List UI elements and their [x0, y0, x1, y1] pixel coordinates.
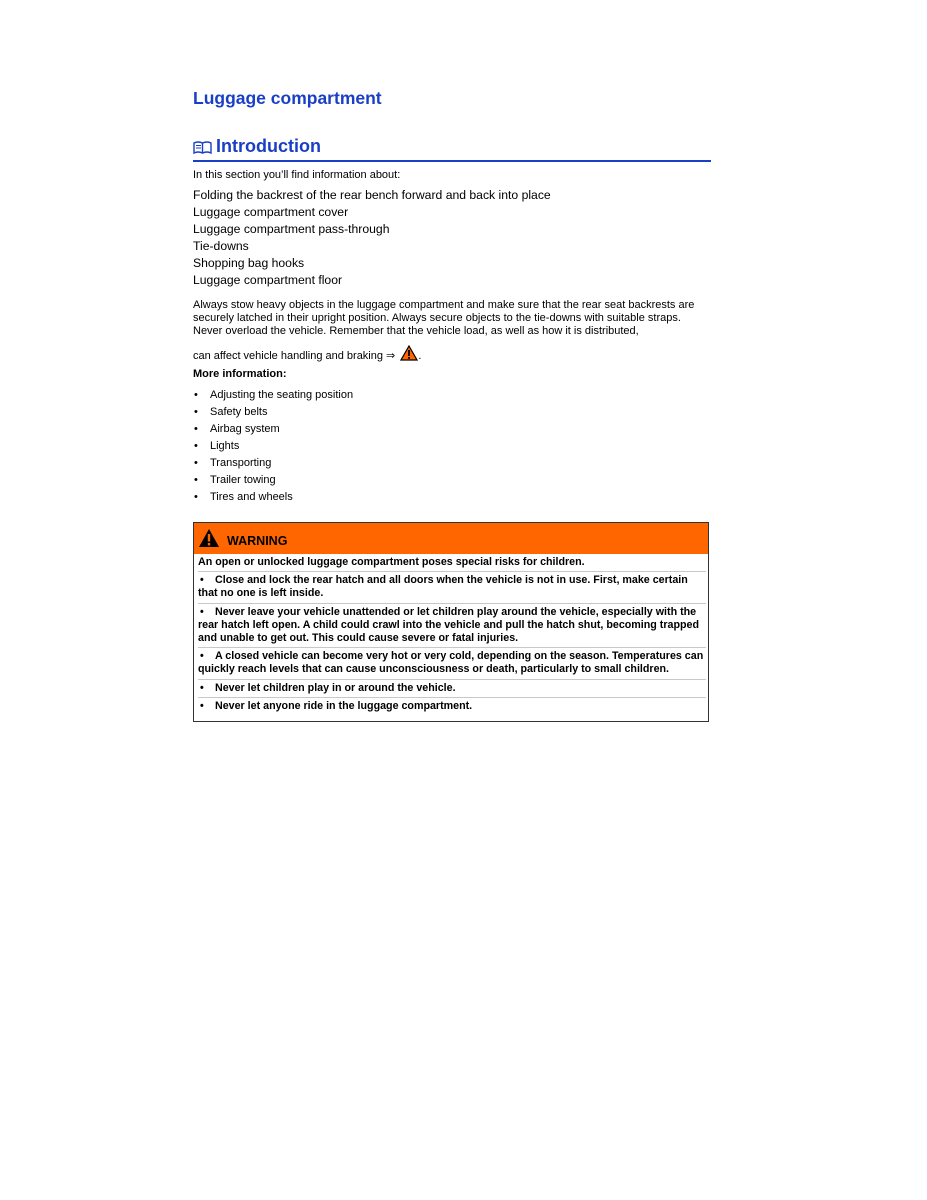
- warning-item-text: Never let anyone ride in the luggage compartment.: [215, 699, 473, 712]
- warning-item: [198, 603, 706, 648]
- more-info-label: Safety belts: [210, 406, 268, 418]
- warning-item: [198, 647, 706, 678]
- topic-item: Shopping bag hooks: [193, 256, 305, 270]
- bullet: •: [194, 491, 198, 503]
- warning-label: WARNING: [227, 534, 288, 548]
- warning-body: [198, 556, 706, 715]
- warning-triangle-icon: [198, 528, 220, 548]
- paragraph-text: Always stow heavy objects in the luggage compartment and make sure that the rear seat backrests are securely latched in their upright position. Always secure objects to the tie-downs with suitable straps. Never overload the vehicle. Remember that the vehicle load, as well as how it is distributed,: [193, 299, 695, 338]
- warning-header: [194, 523, 708, 554]
- topic-item: Luggage compartment cover: [193, 205, 349, 219]
- paragraph-last-text: can affect vehicle handling and braking ⇒: [193, 349, 396, 362]
- intro-text: In this section you’ll find information about:: [193, 169, 401, 181]
- page-title: Luggage compartment: [193, 88, 382, 108]
- topic-item: Folding the backrest of the rear bench forward and back into place: [193, 188, 551, 202]
- section-title: Introduction: [216, 136, 321, 156]
- bullet: •: [200, 699, 204, 712]
- section-header: [193, 136, 711, 162]
- warning-lead: An open or unlocked luggage compartment poses special risks for children.: [198, 556, 585, 568]
- warning-item-text: Never leave your vehicle unattended or let children play around the vehicle, especially with the rear hatch left open. A child could crawl into the vehicle and pull the hatch shut, becoming trapped and unable to get out. This could cause severe or fatal injuries.: [198, 605, 699, 645]
- warning-item: [198, 679, 706, 697]
- more-info-title: More information:: [193, 368, 287, 380]
- more-info-label: Adjusting the seating position: [210, 389, 354, 401]
- more-info-label: Airbag system: [210, 423, 280, 435]
- topic-item: Luggage compartment floor: [193, 273, 343, 287]
- bullet: •: [200, 605, 204, 618]
- more-info-item: [193, 489, 353, 506]
- bullet: •: [200, 650, 204, 663]
- paragraph-last-line: [193, 345, 421, 363]
- paragraph-end: .: [418, 349, 422, 362]
- more-info-list: [193, 387, 353, 506]
- warning-item-text: A closed vehicle can become very hot or very cold, depending on the season. Temperatures can quickly reach levels that can cause unconsciousness or death, particularly to small children.: [198, 650, 704, 676]
- more-info-label: Tires and wheels: [210, 491, 293, 503]
- body-paragraph: [193, 299, 711, 363]
- bullet: •: [194, 423, 198, 435]
- topic-item: Luggage compartment pass-through: [193, 222, 390, 236]
- more-info-label: Transporting: [210, 457, 272, 469]
- warning-item: [198, 697, 706, 715]
- more-info-label: Lights: [210, 440, 240, 452]
- warning-item: [198, 571, 706, 602]
- bullet: •: [194, 457, 198, 469]
- more-info-item: [193, 421, 353, 438]
- bullet: •: [194, 440, 198, 452]
- more-info-item: [193, 455, 353, 472]
- more-info-label: Trailer towing: [210, 474, 276, 486]
- more-info-item: [193, 387, 353, 404]
- warning-item-text: Never let children play in or around the vehicle.: [215, 681, 456, 694]
- more-info-item: [193, 472, 353, 489]
- topic-item: Tie-downs: [193, 239, 249, 253]
- book-icon: [193, 141, 212, 154]
- bullet: •: [194, 389, 198, 401]
- more-info-item: [193, 404, 353, 421]
- warning-item-text: Close and lock the rear hatch and all doors when the vehicle is not in use. First, make certain that no one is left inside.: [198, 574, 688, 600]
- bullet: •: [200, 681, 204, 694]
- bullet: •: [194, 474, 198, 486]
- more-info-item: [193, 438, 353, 455]
- warning-box: [193, 522, 709, 722]
- warning-reference-icon[interactable]: [400, 345, 418, 361]
- bullet: •: [194, 406, 198, 418]
- topic-list: [193, 187, 551, 289]
- bullet: •: [200, 574, 204, 587]
